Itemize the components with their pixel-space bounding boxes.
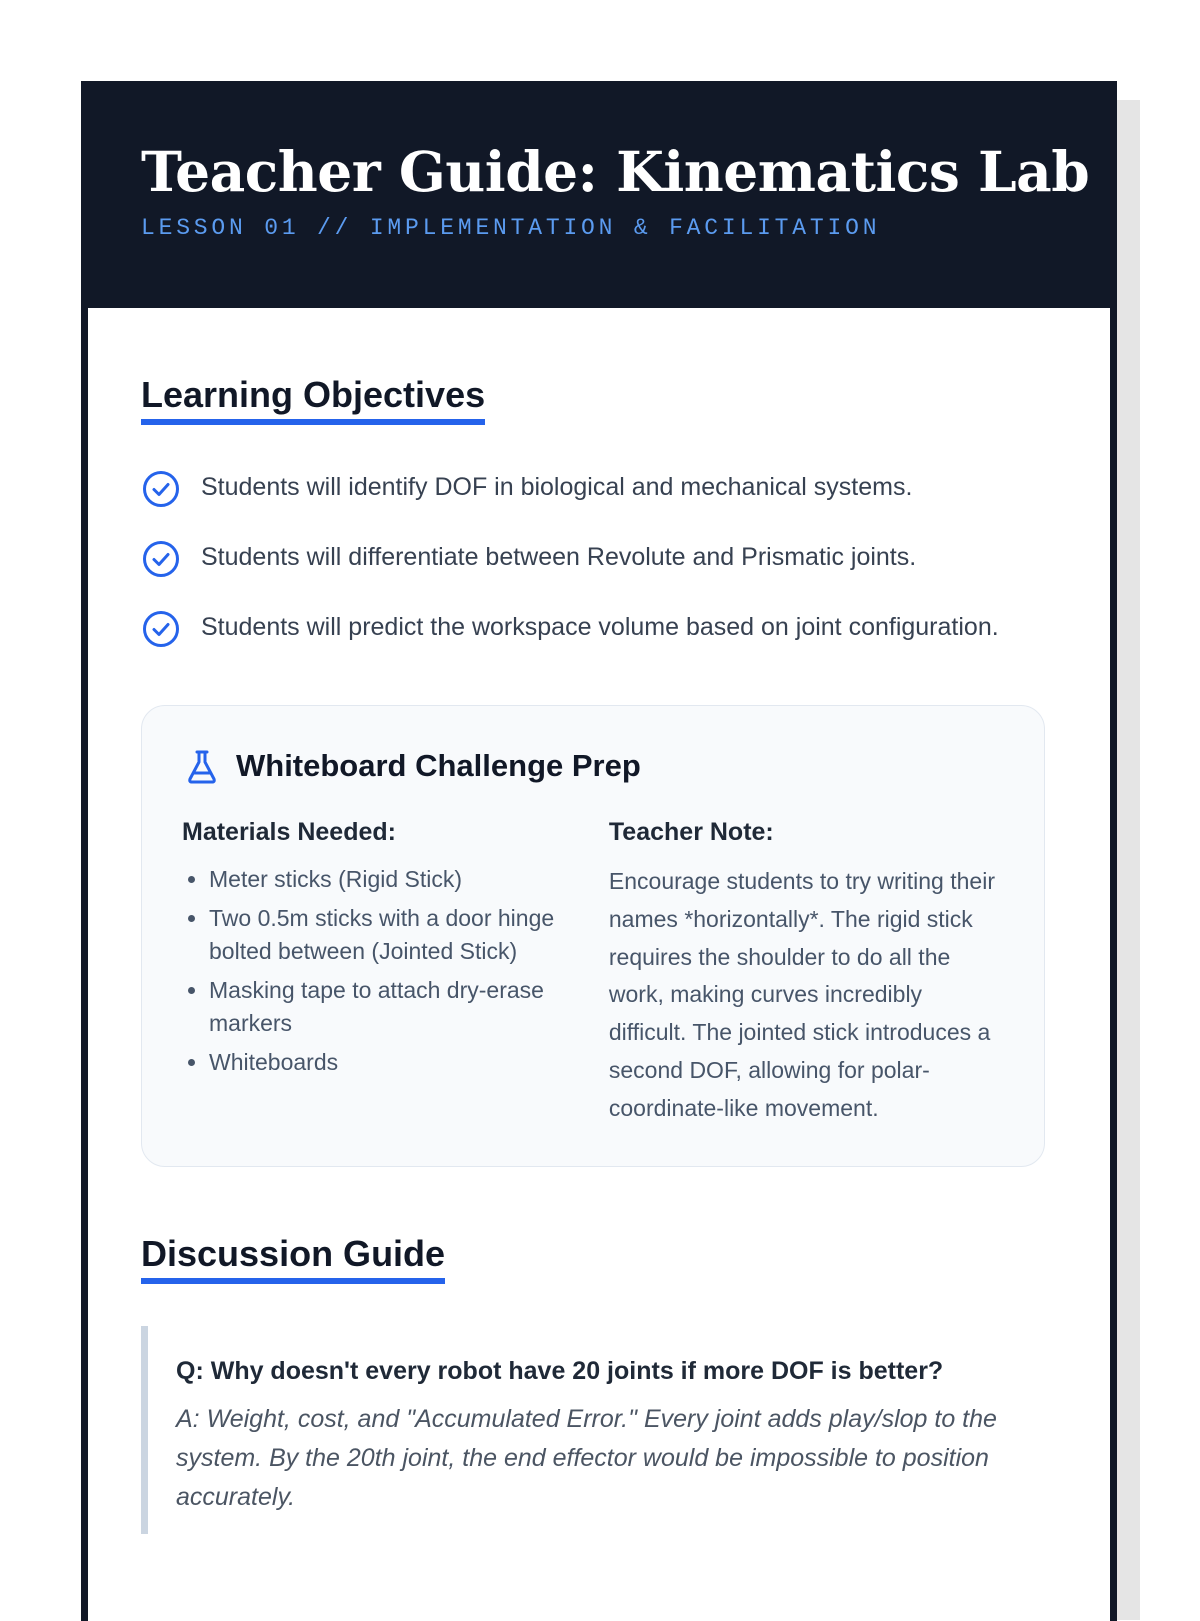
list-item	[141, 467, 1057, 507]
discussion-heading: Discussion Guide	[141, 1233, 445, 1284]
list-item: • Two 0.5m sticks with a door hinge bolted between (Jointed Stick)	[209, 902, 609, 968]
list-item	[141, 537, 1057, 577]
page-title: Teacher Guide: Kinematics Lab	[141, 139, 1090, 204]
materials-list	[182, 863, 609, 1079]
discussion-qa	[141, 1326, 1057, 1534]
materials-column	[182, 818, 609, 1128]
list-item: • Whiteboards	[209, 1046, 609, 1079]
list-item: • Meter sticks (Rigid Stick)	[209, 863, 609, 896]
prep-header	[182, 746, 1004, 786]
list-item: • Masking tape to attach dry-erase markers	[209, 974, 609, 1040]
check-circle-icon	[141, 539, 181, 579]
teacher-note-heading: Teacher Note:	[608, 818, 774, 846]
objective-text: Students will predict the workspace volume based on joint configuration.	[201, 613, 999, 641]
check-circle-icon	[141, 469, 181, 509]
list-item	[141, 607, 1057, 647]
flask-icon	[182, 746, 222, 786]
discussion-section	[141, 1233, 1057, 1534]
objectives-list	[141, 467, 1057, 647]
materials-heading: Materials Needed:	[182, 818, 396, 846]
objectives-section	[141, 374, 1057, 647]
objectives-heading: Learning Objectives	[141, 374, 485, 425]
page-header	[81, 81, 1117, 308]
guide-card	[81, 81, 1117, 1621]
teacher-note-column	[609, 818, 1004, 1128]
discussion-answer: A: Weight, cost, and "Accumulated Error." Every joint adds play/slop to the system. By the 20th joint, the end effector would be impossible to position accurately.	[176, 1404, 997, 1511]
check-circle-icon	[141, 609, 181, 649]
prep-columns	[182, 818, 1004, 1128]
prep-title: Whiteboard Challenge Prep	[236, 748, 641, 783]
page-subtitle: LESSON 01 // IMPLEMENTATION & FACILITATION	[141, 215, 881, 241]
objective-text: Students will identify DOF in biological and mechanical systems.	[201, 473, 913, 501]
teacher-note-text: Encourage students to try writing their names *horizontally*. The rigid stick requires the shoulder to do all the work, making curves incredibly difficult. The jointed stick introduces a second DOF, allowing for polar-coordinate-like movement.	[608, 868, 995, 1121]
objective-text: Students will differentiate between Revolute and Prismatic joints.	[201, 543, 917, 571]
whiteboard-prep-box	[141, 705, 1045, 1167]
main-content	[88, 374, 1110, 1534]
discussion-question: Q: Why doesn't every robot have 20 joints if more DOF is better?	[176, 1356, 944, 1385]
